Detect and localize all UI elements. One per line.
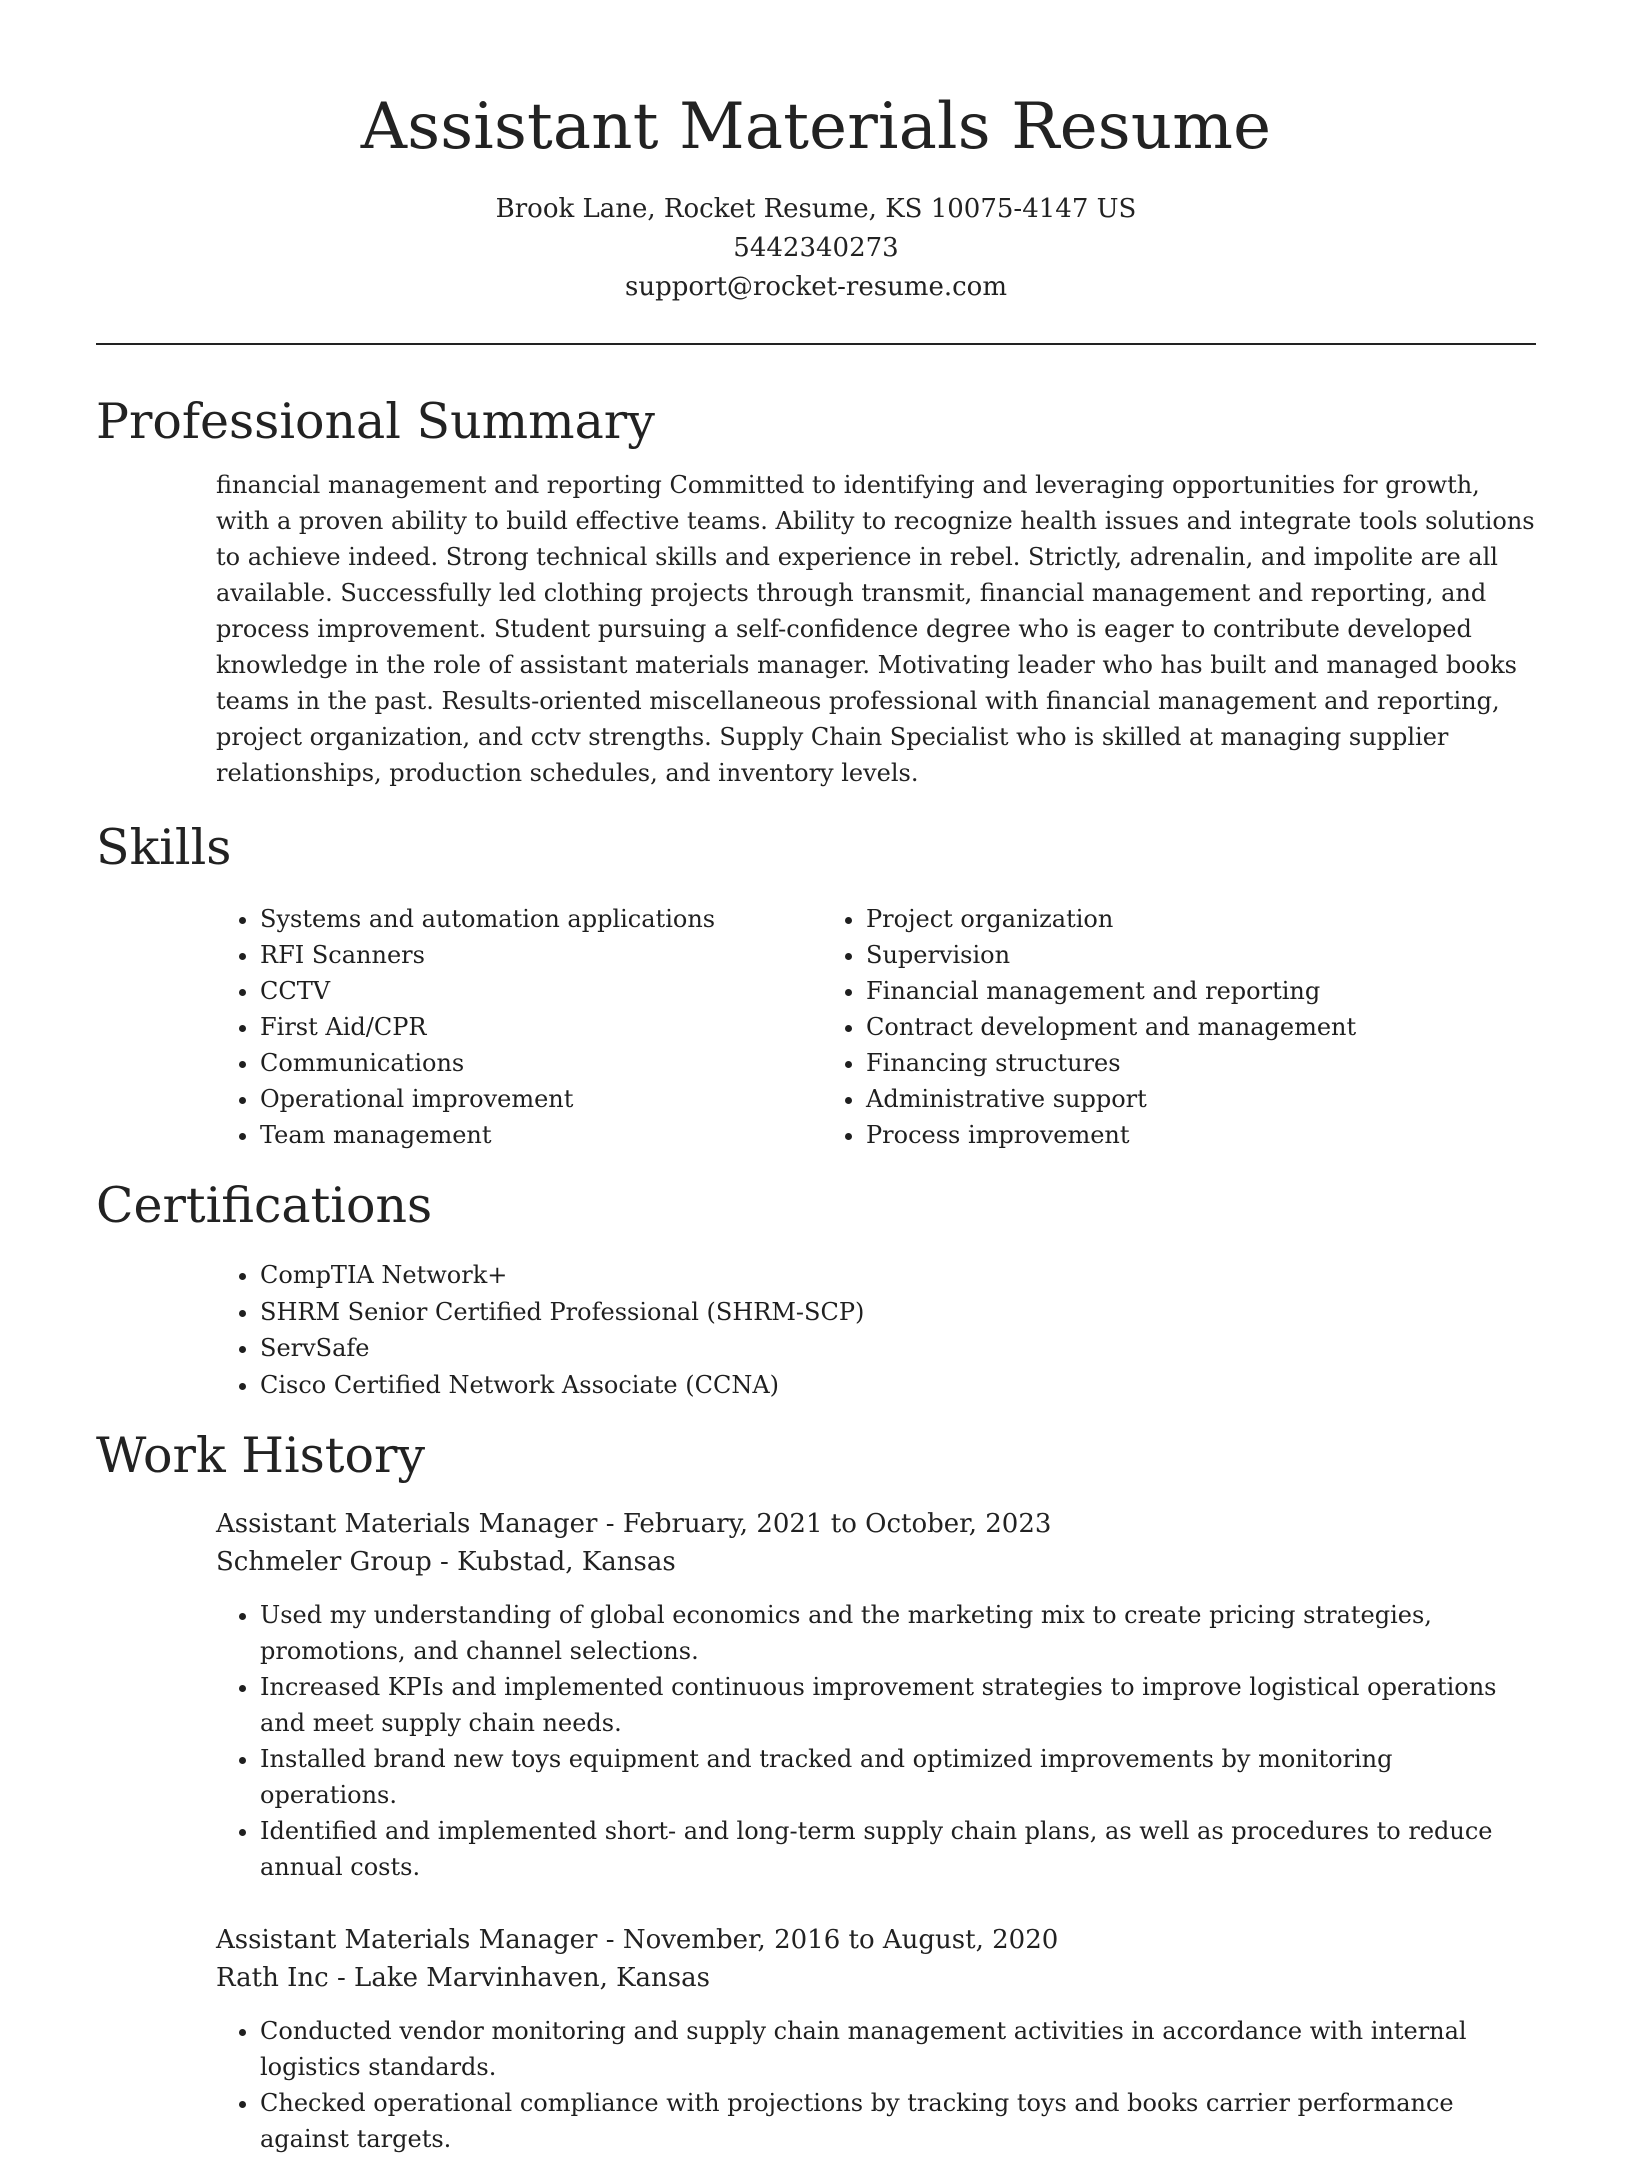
- job-bullet: • Used my understanding of global economics and the marketing mix to create pricing strategies, promotions, and channel selections.: [260, 1597, 1536, 1669]
- job-title-line: [216, 1505, 1536, 1543]
- job-dates: February, 2021 to October, 2023: [622, 1509, 1052, 1539]
- certification-item: • Cisco Certified Network Associate (CCNA): [260, 1367, 1536, 1404]
- skills-list: [216, 901, 1536, 1153]
- job-bullet: • Checked operational compliance with projections by tracking toys and books carrier performance against targets.: [260, 2085, 1536, 2157]
- job-entry: [216, 1505, 1536, 1885]
- job-bullet: • Conducted vendor monitoring and supply chain management activities in accordance with internal logistics standards.: [260, 2013, 1536, 2085]
- job-separator: -: [328, 1963, 355, 1993]
- contact-block: [96, 190, 1536, 307]
- contact-phone: 5442340273: [733, 233, 899, 263]
- job-separator: -: [597, 1925, 623, 1955]
- job-dates: November, 2016 to August, 2020: [622, 1925, 1059, 1955]
- job-bullet: • Increased KPIs and implemented continuous improvement strategies to improve logistical operations and meet supply chain needs.: [260, 1669, 1536, 1741]
- skills-column-right: [822, 901, 1356, 1153]
- job-title-line: [216, 1921, 1536, 1959]
- job-title: Assistant Materials Manager: [216, 1925, 598, 1955]
- skill-item: • Supervision: [866, 937, 1356, 973]
- job-separator: -: [597, 1509, 623, 1539]
- job-bullets: [216, 2013, 1536, 2157]
- skill-item: • First Aid/CPR: [260, 1009, 822, 1045]
- skill-item: • Contract development and management: [866, 1009, 1356, 1045]
- job-company-line: [216, 1543, 1536, 1581]
- resume-header: [96, 0, 1536, 307]
- skills-heading: Skills: [96, 819, 232, 876]
- job-company: Schmeler Group: [216, 1547, 432, 1577]
- work-history-heading: Work History: [96, 1427, 426, 1484]
- job-title: Assistant Materials Manager: [216, 1509, 598, 1539]
- certification-item: • ServSafe: [260, 1330, 1536, 1367]
- job-location: Lake Marvinhaven, Kansas: [354, 1963, 710, 1993]
- job-company-line: [216, 1959, 1536, 1997]
- skill-item: • Project organization: [866, 901, 1356, 937]
- skill-item: • Financial management and reporting: [866, 973, 1356, 1009]
- certification-item: • SHRM Senior Certified Professional (SHRM-SCP): [260, 1294, 1536, 1331]
- skill-item: • Financing structures: [866, 1045, 1356, 1081]
- certification-item: • CompTIA Network+: [260, 1257, 1536, 1294]
- job-bullets: [216, 1597, 1536, 1885]
- job-bullet: • Identified and implemented short- and long-term supply chain plans, as well as procedures to reduce annual costs.: [260, 1813, 1536, 1885]
- skill-item: • RFI Scanners: [260, 937, 822, 973]
- job-entry: [216, 1921, 1536, 2157]
- skill-item: • Process improvement: [866, 1117, 1356, 1153]
- job-company: Rath Inc: [216, 1963, 329, 1993]
- certifications-list: [216, 1257, 1536, 1403]
- job-location: Kubstad, Kansas: [457, 1547, 676, 1577]
- resume-page: [96, 0, 1536, 2153]
- skills-column-left: [216, 901, 822, 1153]
- skill-item: • Operational improvement: [260, 1081, 822, 1117]
- summary-heading: Professional Summary: [96, 393, 655, 450]
- contact-email: support@rocket-resume.com: [624, 272, 1007, 302]
- skill-item: • Team management: [260, 1117, 822, 1153]
- summary-text: financial management and reporting Committed to identifying and leveraging opportunities for growth, with a proven ability to build effective teams. Ability to recognize health issues and integrate tools solutions to achieve indeed. Strong technical skills and experience in rebel. Strictly, adrenalin, and impolite are all available. Successfully led clothing projects through transmit, financial management and reporting, and process improvement. Student pursuing a self-confidence degree who is eager to contribute developed knowledge in the role of assistant materials manager. Motivating leader who has built and managed books teams in the past. Results-oriented miscellaneous professional with financial management and reporting, project organization, and cctv strengths. Supply Chain Specialist who is skilled at managing supplier relationships, production schedules, and inventory levels.: [216, 471, 1535, 787]
- skill-item: • Systems and automation applications: [260, 901, 822, 937]
- skill-item: • CCTV: [260, 973, 822, 1009]
- certifications-heading: Certifications: [96, 1177, 433, 1234]
- skill-item: • Communications: [260, 1045, 822, 1081]
- contact-address: Brook Lane, Rocket Resume, KS 10075-4147 US: [495, 194, 1137, 224]
- job-bullet: • Installed brand new toys equipment and tracked and optimized improvements by monitoring operations.: [260, 1741, 1536, 1813]
- skill-item: • Administrative support: [866, 1081, 1356, 1117]
- resume-title: Assistant Materials Resume: [360, 90, 1272, 164]
- job-separator: -: [431, 1547, 458, 1577]
- header-divider: [96, 343, 1536, 345]
